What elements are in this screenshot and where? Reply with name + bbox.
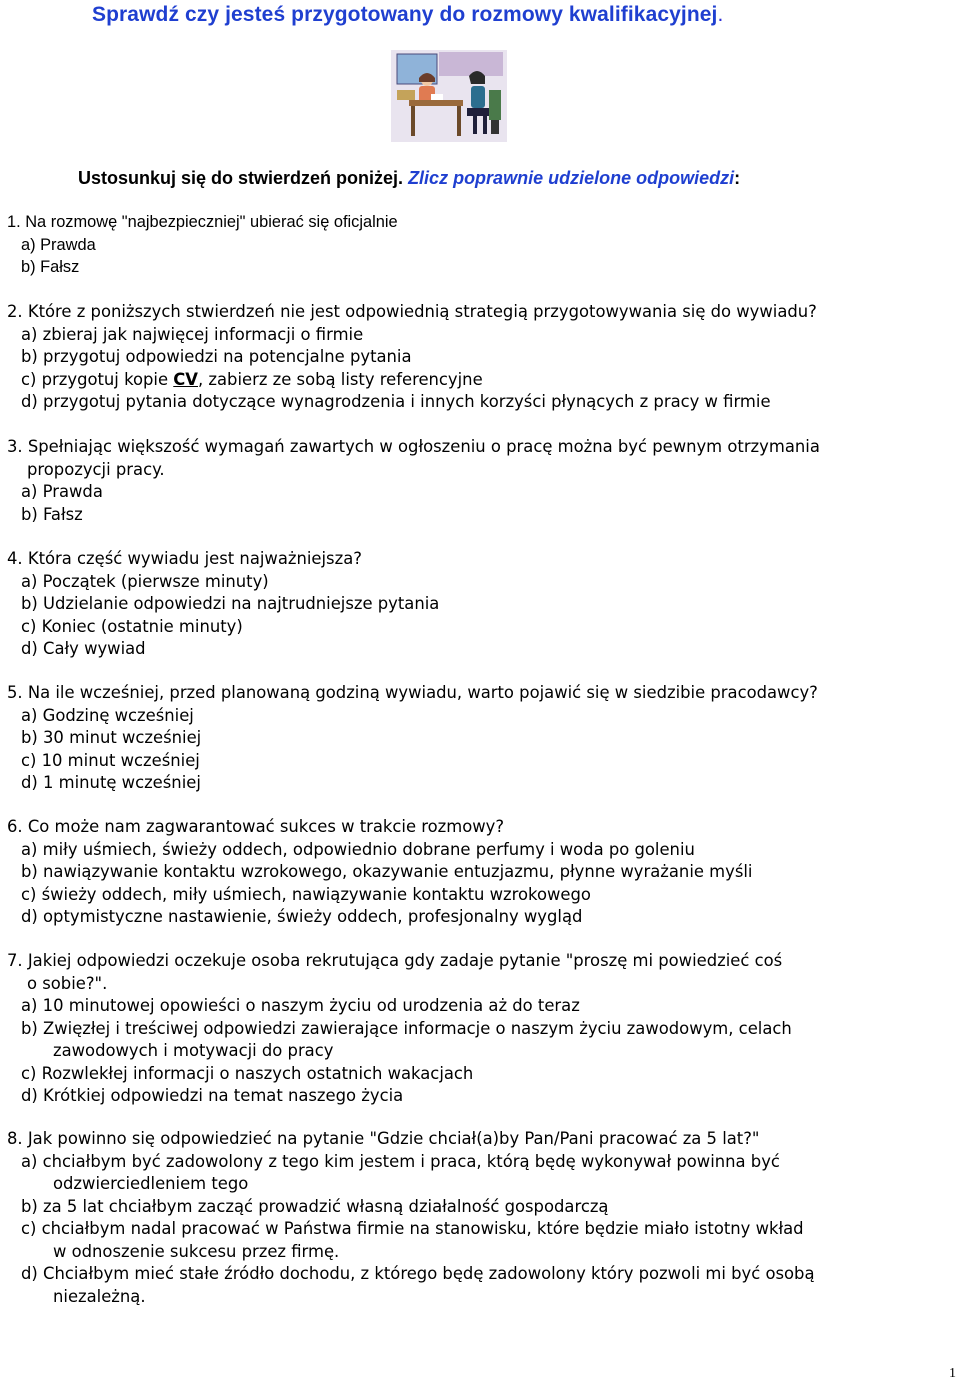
answer-option: b) 30 minut wcześniej [21,728,202,747]
answer-option: a) Prawda [21,235,96,254]
answer-option: a) Początek (pierwsze minuty) [21,571,269,591]
answer-option: b) nawiązywanie kontaktu wzrokowego, okazywanie entuzjazmu, płynne wyrażanie myśli [21,862,753,881]
answer-option: a) chciałbym być zadowolony z tego kim jestem i praca, którą będę wykonywał powinna być [21,1151,780,1171]
question-text: 4. Która część wywiadu jest najważniejsza? [7,549,362,568]
answer-option-cont: niezależną. [53,1286,146,1306]
answer-option-cont: odzwierciedleniem tego [53,1174,249,1193]
answer-text: , zabierz ze sobą listy referencyjne [197,369,483,389]
answer-option: c) Rozwlekłej informacji o naszych ostatnich wakacjach [21,1063,474,1083]
question-4 [7,548,439,661]
answer-option: a) zbieraj jak najwięcej informacji o firmie [21,324,364,344]
answer-option: c) Koniec (ostatnie minuty) [21,616,243,636]
instruction-accent: Zlicz poprawnie udzielone odpowiedzi [408,168,735,188]
answer-option: c) 10 minut wcześniej [21,750,200,770]
instruction-lead: Ustosunkuj się do stwierdzeń poniżej. [78,168,404,188]
question-8 [7,1128,815,1308]
question-text: 8. Jak powinno się odpowiedzieć na pytanie "Gdzie chciał(a)by Pan/Pani pracować za 5 lat?" [7,1129,760,1148]
answer-option: a) 10 minutowej opowieści o naszym życiu od urodzenia aż do teraz [21,996,580,1015]
page-title [92,3,723,27]
question-6 [7,816,753,929]
answer-option: b) za 5 lat chciałbym zacząć prowadzić własną działalność gospodarczą [21,1196,609,1216]
answer-option [7,369,817,392]
answer-option: d) Cały wywiad [21,639,146,658]
answer-option-cont: w odnoszenie sukcesu przez firmę. [53,1241,340,1261]
question-1 [7,211,398,279]
question-text-cont: propozycji pracy. [27,459,165,479]
instruction-tail: : [734,168,741,188]
answer-option: b) Fałsz [21,504,83,524]
question-text: 6. Co może nam zagwarantować sukces w trakcie rozmowy? [7,817,505,836]
question-3 [7,436,820,526]
answer-option: a) Prawda [21,482,103,501]
question-text: 7. Jakiej odpowiedzi oczekuje osoba rekrutująca gdy zadaje pytanie "proszę mi powiedzieć coś [7,951,783,970]
question-text: 3. Spełniając większość wymagań zawartych w ogłoszeniu o pracę można być pewnym otrzymania [7,437,820,456]
question-text: 1. Na rozmowę "najbezpieczniej" ubierać się oficjalnie [7,213,398,231]
answer-option: d) przygotuj pytania dotyczące wynagrodzenia i innych korzyści płynących z pracy w firmie [21,392,771,411]
answer-option: d) Chciałbym mieć stałe źródło dochodu, z którego będę zadowolony który pozwoli mi być osobą [21,1264,815,1283]
answer-option: c) świeży oddech, miły uśmiech, nawiązywanie kontaktu wzrokowego [21,884,591,904]
answer-text: c) przygotuj kopie [21,369,174,389]
question-5 [7,682,818,795]
question-text-cont: o sobie?". [27,973,108,993]
interview-scene-icon [391,50,507,142]
question-text: 2. Które z poniższych stwierdzeń nie jest odpowiednią strategią przygotowywania się do wywiadu? [7,302,817,321]
answer-option: c) chciałbym nadal pracować w Państwa firmie na stanowisku, które będzie miało istotny wkład [21,1219,804,1238]
answer-option: a) miły uśmiech, świeży oddech, odpowiednio dobrane perfumy i woda po goleniu [21,839,695,859]
page-number: 1 [949,1366,956,1381]
answer-option: b) Udzielanie odpowiedzi na najtrudniejsze pytania [21,594,440,613]
answer-option: b) przygotuj odpowiedzi na potencjalne pytania [21,347,412,366]
instruction [78,168,740,189]
title-text: Sprawdź czy jesteś przygotowany do rozmowy kwalifikacyjnej [92,3,718,26]
answer-option: d) Krótkiej odpowiedzi na temat naszego życia [21,1086,404,1105]
answer-option: d) 1 minutę wcześniej [21,773,201,792]
cv-emphasis: CV [173,369,198,389]
answer-option: b) Zwięzłej i treściwej odpowiedzi zawierające informacje o naszym życiu zawodowym, celach [21,1018,792,1038]
answer-option-cont: zawodowych i motywacji do pracy [53,1041,334,1060]
question-2 [7,301,817,414]
title-dot: . [717,3,724,26]
answer-option: d) optymistyczne nastawienie, świeży oddech, profesjonalny wygląd [21,907,583,926]
answer-option: b) Fałsz [21,258,80,276]
question-text: 5. Na ile wcześniej, przed planowaną godziną wywiadu, warto pojawić się w siedzibie pracodawcy? [7,683,818,702]
question-7 [7,950,792,1108]
answer-option: a) Godzinę wcześniej [21,705,194,725]
